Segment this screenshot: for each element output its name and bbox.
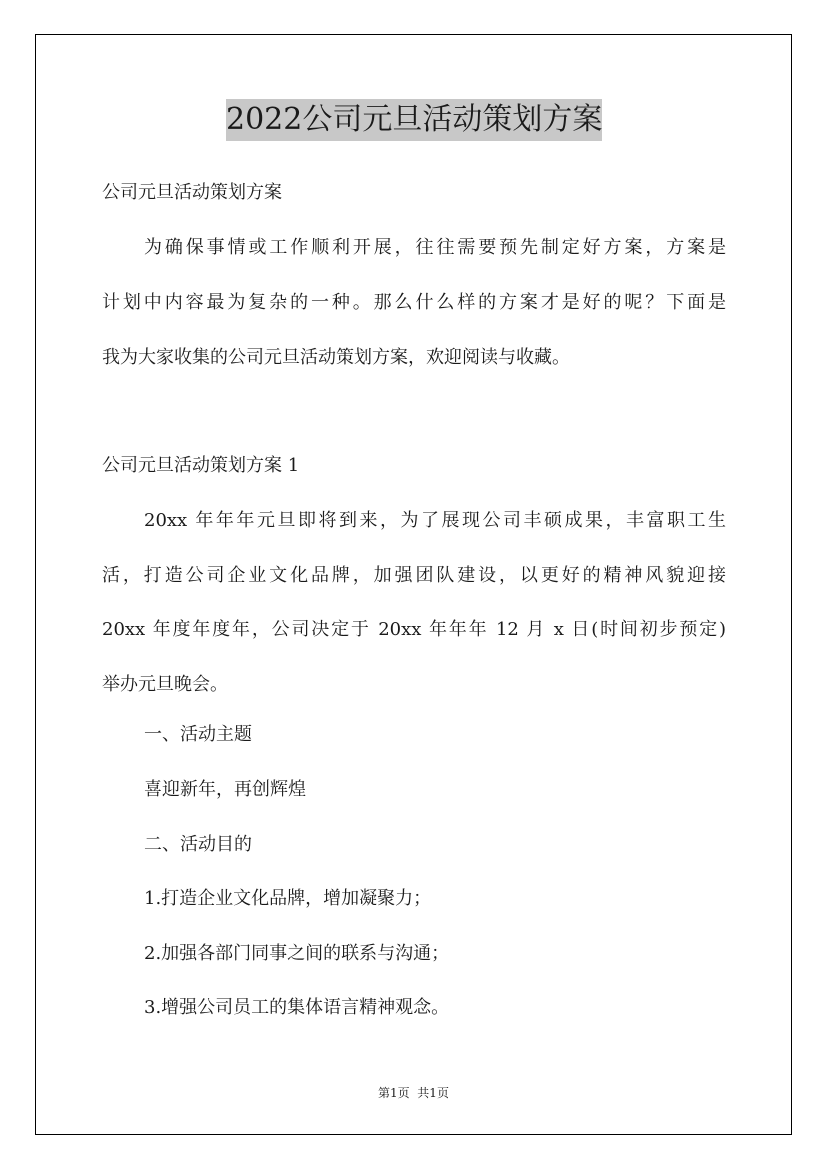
body-line-2: 活，打造公司企业文化品牌，加强团队建设，以更好的精神风貌迎接 bbox=[102, 565, 726, 586]
purpose-item-1: 1.打造企业文化品牌，增加凝聚力； bbox=[144, 888, 432, 909]
document-title: 2022公司元旦活动策划方案 bbox=[226, 99, 602, 141]
section-heading: 公司元旦活动策划方案 1 bbox=[102, 455, 300, 476]
intro-line-2: 计划中内容最为复杂的一种。那么什么样的方案才是好的呢？下面是 bbox=[102, 292, 726, 313]
page-number-footer: 第1页 共1页 bbox=[378, 1086, 449, 1100]
purpose-item-2: 2.加强各部门同事之间的联系与沟通； bbox=[144, 943, 450, 964]
heading-activity-theme: 一、活动主题 bbox=[144, 724, 252, 745]
intro-line-3: 我为大家收集的公司元旦活动策划方案，欢迎阅读与收藏。 bbox=[102, 347, 570, 368]
intro-line-1: 为确保事情或工作顺利开展，往往需要预先制定好方案，方案是 bbox=[144, 237, 726, 258]
activity-theme-text: 喜迎新年，再创辉煌 bbox=[144, 779, 306, 800]
subtitle: 公司元旦活动策划方案 bbox=[102, 182, 282, 203]
body-line-4: 举办元旦晚会。 bbox=[102, 674, 228, 695]
heading-activity-purpose: 二、活动目的 bbox=[144, 834, 252, 855]
body-line-3: 20xx 年度年度年，公司决定于 20xx 年年年 12 月 x 日(时间初步预定) bbox=[102, 619, 726, 640]
purpose-item-3: 3.增强公司员工的集体语言精神观念。 bbox=[144, 997, 450, 1018]
body-line-1: 20xx 年年年元旦即将到来，为了展现公司丰硕成果，丰富职工生 bbox=[144, 510, 726, 531]
